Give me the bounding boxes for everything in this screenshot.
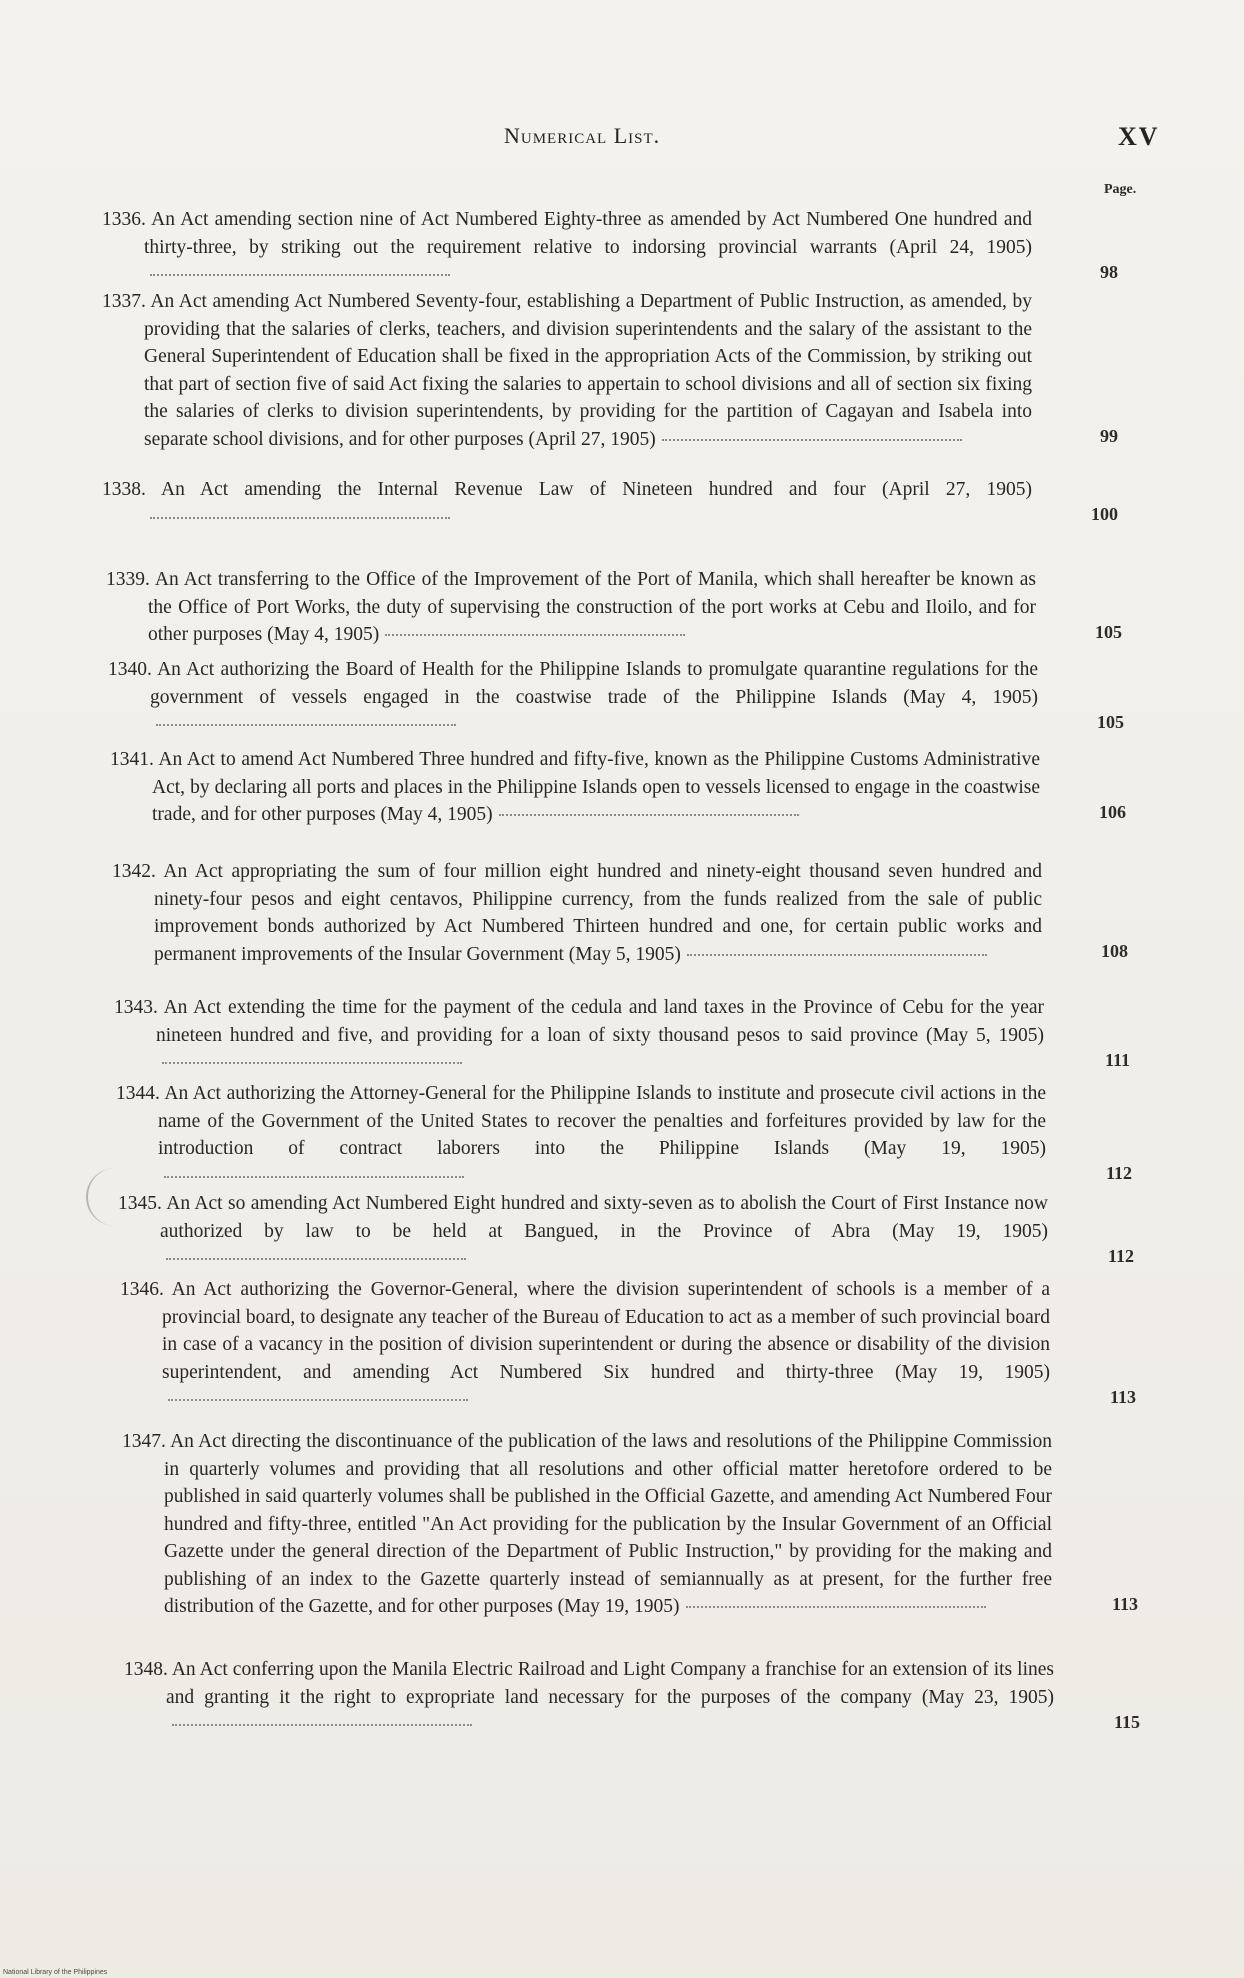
page-column-label: Page.: [1104, 182, 1137, 197]
entry-text-block: [102, 476, 1032, 531]
entry-text-block: [122, 1428, 1052, 1621]
entry-number: 1340.: [108, 659, 152, 680]
entry-number: 1342.: [112, 861, 156, 882]
entry-number: 1344.: [116, 1083, 160, 1104]
entry-page-number: 115: [1113, 1711, 1140, 1732]
entry-text-block: [102, 206, 1032, 289]
entry-page-number: 112: [1107, 1245, 1134, 1266]
dot-leader: [150, 517, 450, 519]
entry-text-block: [106, 566, 1036, 649]
list-item: [112, 858, 1128, 968]
entry-number: 1339.: [106, 569, 150, 590]
dot-leader: [150, 274, 450, 276]
entry-page-number: 99: [1100, 426, 1118, 446]
entry-text-block: [118, 1190, 1048, 1273]
entry-page-number: 108: [1101, 941, 1128, 961]
entry-number: 1343.: [114, 997, 158, 1018]
scan-footer-note: National Library of the Philippines: [3, 1969, 108, 1976]
dot-leader: [156, 724, 456, 726]
entry-page-number: 98: [1100, 261, 1118, 282]
entry-description: An Act directing the discontinuance of the publication of the laws and resolutions of the Philippine Commission in quarterly volumes and providing that all resolutions and other official matter heretofore ordered to be published in said quarterly volumes shall be published in the Official Gazette, and amending Act Numbered Four hundred and fifty-three, entitled "An Act providing for the publication by the Insular Government of an Official Gazette under the general direction of the Department of Public Instruction," by providing for the making and publishing of an index to the Gazette quarterly instead of semiannually as at present, for the further free distribution of the Gazette, and for other purposes (May 19, 1905): [164, 1431, 1052, 1617]
entry-description: An Act conferring upon the Manila Electric Railroad and Light Company a franchise for an extension of its lines and granting it the right to expropriate land necessary for the purposes of the company (May 23, 1905): [166, 1659, 1054, 1708]
dot-leader: [687, 954, 987, 956]
entry-page-number: 111: [1104, 1049, 1130, 1070]
entry-text-block: [114, 994, 1044, 1077]
entry-description: An Act amending Act Numbered Seventy-four, establishing a Department of Public Instruction, as amended, by providing that the salaries of clerks, teachers, and division superintendents and the salary of the assistant to the General Superintendent of Education shall be fixed in the appropriation Acts of the Commission, by striking out that part of section five of said Act fixing the salaries to appertain to school divisions and all of section six fixing the salaries of clerks to division superintendents, by providing for the partition of Cagayan and Isabela into separate school divisions, and for other purposes (April 27, 1905): [144, 291, 1032, 450]
entry-description: An Act extending the time for the payment of the cedula and land taxes in the Province of Cebu for the year nineteen hundred and five, and providing for a loan of sixty thousand pesos to said province (May 5, 1905): [156, 997, 1044, 1046]
dot-leader: [686, 1606, 986, 1608]
dot-leader: [166, 1258, 466, 1260]
entry-text-block: [112, 858, 1042, 968]
entry-page-number: 100: [1091, 504, 1118, 524]
entry-description: An Act to amend Act Numbered Three hundred and fifty-five, known as the Philippine Customs Administrative Act, by declaring all ports and places in the Philippine Islands open to vessels licensed to engage in the coastwise trade, and for other purposes (May 4, 1905): [152, 749, 1040, 825]
list-item: [108, 656, 1124, 739]
list-item: [120, 1276, 1136, 1414]
list-item: [110, 746, 1126, 829]
entry-page-number: 105: [1095, 621, 1122, 642]
entry-description: An Act transferring to the Office of the Improvement of the Port of Manila, which shall hereafter be known as the Office of Port Works, the duty of supervising the construction of the port works at Cebu and Iloilo, and for other purposes (May 4, 1905): [148, 569, 1036, 645]
entry-page-number: 105: [1097, 711, 1124, 732]
list-item: [118, 1190, 1134, 1273]
dot-leader: [172, 1724, 472, 1726]
entry-number: 1346.: [120, 1279, 164, 1300]
list-item: [124, 1656, 1140, 1739]
dot-leader: [168, 1399, 468, 1401]
entry-description: An Act so amending Act Numbered Eight hundred and sixty-seven as to abolish the Court of First Instance now authorized by law to be held at Bangued, in the Province of Abra (May 19, 1905): [160, 1193, 1048, 1242]
list-item: [116, 1080, 1132, 1190]
dot-leader: [662, 439, 962, 441]
entry-description: An Act appropriating the sum of four million eight hundred and ninety-eight thousand seven hundred and ninety-four pesos and eight centavos, Philippine currency, from the funds realized from the sale of public improvement bonds authorized by Act Numbered Thirteen hundred and one, for certain public works and permanent improvements of the Insular Government (May 5, 1905): [154, 861, 1042, 965]
dot-leader: [385, 634, 685, 636]
list-item: [114, 994, 1130, 1077]
entry-description: An Act authorizing the Board of Health for the Philippine Islands to promulgate quarantine regulations for the government of vessels engaged in the coastwise trade of the Philippine Islands (May 4, 1905): [150, 659, 1038, 708]
entry-text-block: [110, 746, 1040, 829]
entry-description: An Act authorizing the Governor-General, where the division superintendent of schools is a member of a provincial board, to designate any teacher of the Bureau of Education to act as a member of such provincial board in case of a vacancy in the position of division superintendent or during the absence or disability of the division superintendent, and amending Act Numbered Six hundred and thirty-three (May 19, 1905): [162, 1279, 1051, 1383]
list-item: [122, 1428, 1138, 1621]
entry-number: 1336.: [102, 209, 146, 230]
entry-description: An Act amending the Internal Revenue Law of Nineteen hundred and four (April 27, 1905): [161, 479, 1032, 500]
dot-leader: [162, 1062, 462, 1064]
list-item: [102, 206, 1118, 289]
entry-number: 1345.: [118, 1193, 162, 1214]
entry-number: 1347.: [122, 1431, 166, 1452]
entry-description: An Act amending section nine of Act Numbered Eighty-three as amended by Act Numbered One hundred and thirty-three, by striking out the requirement relative to indorsing provincial warrants (April 24, 1905): [144, 209, 1032, 258]
entry-description: An Act authorizing the Attorney-General for the Philippine Islands to institute and prosecute civil actions in the name of the Government of the United States to recover the penalties and forfeitures provided by law for the introduction of contract laborers into the Philippine Islands (May 19, 1905): [158, 1083, 1046, 1159]
entry-text-block: [124, 1656, 1054, 1739]
entry-text-block: [102, 288, 1032, 453]
entry-number: 1341.: [110, 749, 154, 770]
roman-page-number: XV: [1118, 122, 1160, 151]
entry-number: 1337.: [102, 291, 146, 312]
entry-text-block: [108, 656, 1038, 739]
entry-page-number: 112: [1105, 1163, 1132, 1183]
entry-page-number: 113: [1111, 1593, 1138, 1614]
entry-page-number: 106: [1099, 801, 1126, 822]
entry-number: 1338.: [102, 479, 146, 500]
dot-leader: [164, 1176, 464, 1178]
entry-text-block: [120, 1276, 1050, 1414]
entry-text-block: [116, 1080, 1046, 1190]
list-item: [102, 288, 1118, 453]
page-title: Numerical List.: [504, 123, 661, 148]
list-item: [106, 566, 1122, 649]
entry-number: 1348.: [124, 1659, 168, 1680]
entry-page-number: 113: [1109, 1386, 1136, 1407]
list-item: [102, 476, 1118, 531]
dot-leader: [499, 814, 799, 816]
